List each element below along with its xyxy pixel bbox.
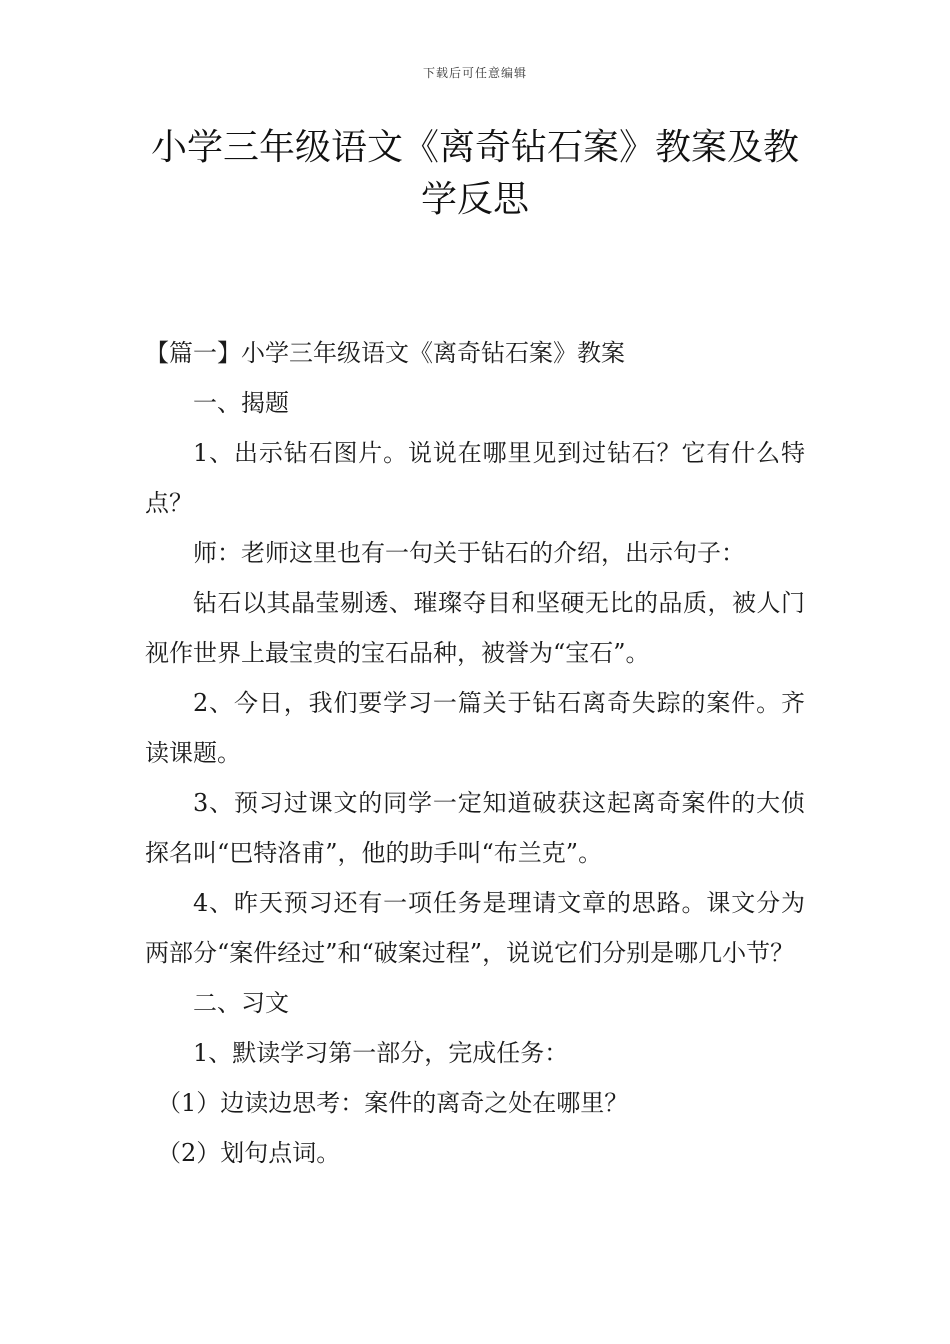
paragraph: 一、揭题: [193, 389, 289, 417]
document-title: 小学三年级语文《离奇钻石案》教案及教学反思: [150, 127, 799, 220]
paragraph: 3、预习过课文的同学一定知道破获这起离奇案件的大侦探名叫“巴特洛甫”，他的助手叫“布兰克”。: [145, 789, 805, 867]
header-note: 下载后可任意编辑: [422, 66, 527, 80]
section-heading: 【篇一】小学三年级语文《离奇钻石案》教案: [145, 339, 625, 367]
paragraph: 师：老师这里也有一句关于钻石的介绍，出示句子：: [193, 539, 745, 567]
paragraph: 二、习文: [193, 989, 289, 1017]
paragraph: 1、出示钻石图片。说说在哪里见到过钻石？它有什么特点？: [145, 439, 805, 517]
paragraph: 1、默读学习第一部分，完成任务：: [193, 1039, 569, 1067]
paragraph: 钻石以其晶莹剔透、璀璨夺目和坚硬无比的品质，被人门视作世界上最宝贵的宝石品种，被誉为“宝石”。: [145, 589, 805, 667]
document-body: [145, 328, 805, 1178]
paragraph: 4、昨天预习还有一项任务是理请文章的思路。课文分为两部分“案件经过”和“破案过程”，说说它们分别是哪几小节？: [145, 889, 805, 967]
paragraph: 2、今日，我们要学习一篇关于钻石离奇失踪的案件。齐读课题。: [145, 689, 805, 767]
paragraph: （2）划句点词。: [157, 1139, 341, 1167]
paragraph: （1）边读边思考：案件的离奇之处在哪里？: [157, 1089, 629, 1117]
